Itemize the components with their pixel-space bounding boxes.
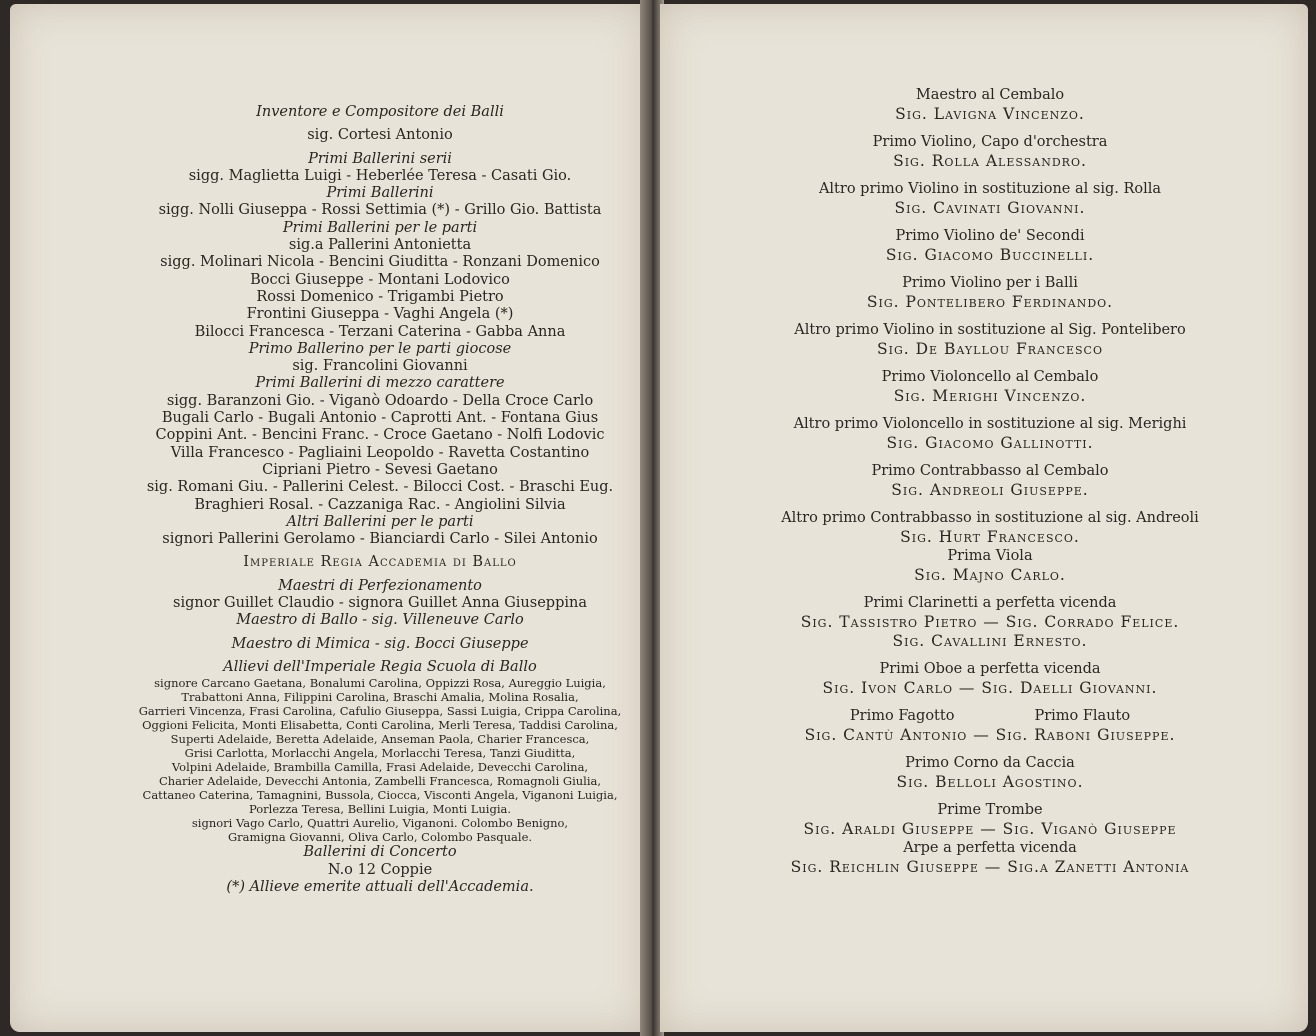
orchestra-entry bbox=[700, 660, 1280, 698]
musician-role: Primo Contrabbasso al Cembalo bbox=[871, 463, 1109, 479]
left-text-line: sig. Romani Giu. - Pallerini Celest. - Bilocci Cost. - Braschi Eug. bbox=[146, 479, 614, 496]
musician-name: Sig. Hurt Francesco. bbox=[900, 528, 1080, 546]
musician-role: Prima Viola bbox=[947, 548, 1033, 564]
left-page bbox=[10, 4, 644, 1032]
musician-name: Sig. Reichlin Giuseppe — Sig.a Zanetti Antonia bbox=[790, 858, 1190, 876]
musician-role: Primi Clarinetti a perfetta vicenda bbox=[863, 595, 1117, 611]
left-text-line: Oggioni Felicita, Monti Elisabetta, Conti Carolina, Merli Teresa, Taddisi Carolina, bbox=[142, 718, 618, 733]
musician-name: Sig. Merighi Vincenzo. bbox=[893, 387, 1087, 405]
musician-name: Sig. Ivon Carlo — Sig. Daelli Giovanni. bbox=[822, 679, 1158, 697]
orchestra-entry bbox=[700, 509, 1280, 585]
musician-role: Altro primo Violino in sostituzione al sig. Rolla bbox=[818, 181, 1162, 197]
musician-role: Primo Violino per i Balli bbox=[902, 275, 1078, 291]
musician-role: Primo Corno da Caccia bbox=[905, 755, 1075, 771]
left-text-line: Maestro di Ballo - sig. Villeneuve Carlo bbox=[236, 612, 524, 629]
musician-name: Sig. Cantù Antonio — Sig. Raboni Giuseppe. bbox=[804, 726, 1176, 744]
musician-role: Primi Oboe a perfetta vicenda bbox=[879, 661, 1101, 677]
left-text-line: Bugali Carlo - Bugali Antonio - Caprotti Ant. - Fontana Gius bbox=[161, 410, 599, 427]
left-text-line: Rossi Domenico - Trigambi Pietro bbox=[256, 288, 504, 305]
musician-name: Sig. Rolla Alessandro. bbox=[893, 152, 1087, 170]
left-text-line: Inventore e Compositore dei Balli bbox=[256, 104, 504, 120]
left-text-line: Primi Ballerini di mezzo carattere bbox=[255, 375, 505, 392]
musician-name: Sig. Lavigna Vincenzo. bbox=[895, 105, 1085, 123]
left-text-line: Porlezza Teresa, Bellini Luigia, Monti Luigia. bbox=[248, 802, 512, 817]
left-text-line: sigg. Molinari Nicola - Bencini Giuditta - Ronzani Domenico bbox=[160, 254, 600, 271]
left-text-line: Primo Ballerino per le parti giocose bbox=[248, 340, 512, 357]
musician-role: Primo Violino de' Secondi bbox=[895, 228, 1085, 244]
left-text-line: Primi Ballerini per le parti bbox=[282, 219, 478, 236]
left-text-line: Frontini Giuseppa - Vaghi Angela (*) bbox=[246, 306, 514, 323]
left-text-line: Imperiale Regia Accademia di Ballo bbox=[243, 554, 517, 571]
orchestra-entry bbox=[700, 227, 1280, 265]
left-text-line: Primi Ballerini serii bbox=[308, 150, 452, 167]
musician-name: Sig. Belloli Agostino. bbox=[896, 773, 1084, 791]
right-page bbox=[660, 4, 1308, 1032]
left-text-line: Bocci Giuseppe - Montani Lodovico bbox=[250, 271, 510, 288]
orchestra-entry bbox=[700, 274, 1280, 312]
orchestra-entry bbox=[700, 594, 1280, 651]
orchestra-entry bbox=[700, 801, 1280, 877]
left-text-line: Altri Ballerini per le parti bbox=[286, 513, 474, 530]
left-text-line: (*) Allieve emerite attuali dell'Accademia. bbox=[226, 878, 534, 895]
musician-name: Sig. Giacomo Buccinelli. bbox=[885, 246, 1095, 264]
left-text-line: Gramigna Giovanni, Oliva Carlo, Colombo Pasquale. bbox=[227, 830, 533, 845]
left-text-line: Allievi dell'Imperiale Regia Scuola di Ballo bbox=[223, 658, 537, 675]
musician-name: Sig. Majno Carlo. bbox=[914, 566, 1066, 584]
musician-role: Altro primo Contrabbasso in sostituzione al sig. Andreoli bbox=[781, 510, 1199, 526]
left-text-line: sig. Francolini Giovanni bbox=[292, 358, 468, 375]
left-text-line: signori Pallerini Gerolamo - Bianciardi Carlo - Silei Antonio bbox=[162, 531, 598, 548]
fagotto-role: Primo Fagotto bbox=[849, 708, 955, 724]
right-page-text bbox=[700, 86, 1280, 886]
left-page-text bbox=[120, 104, 640, 896]
left-text-line: Superti Adelaide, Beretta Adelaide, Anseman Paola, Charier Francesca, bbox=[170, 732, 590, 747]
orchestra-entry bbox=[700, 462, 1280, 500]
left-text-line: Charier Adelaide, Devecchi Antonia, Zambelli Francesca, Romagnoli Giulia, bbox=[158, 774, 602, 789]
left-text-line: Maestro di Mimica - sig. Bocci Giuseppe bbox=[231, 635, 529, 652]
musician-name: Sig. Tassistro Pietro — Sig. Corrado Felice. bbox=[800, 613, 1180, 631]
left-text-line: Coppini Ant. - Bencini Franc. - Croce Gaetano - Nolfi Lodovic bbox=[155, 427, 605, 444]
left-text-line: Grisi Carlotta, Morlacchi Angela, Morlacchi Teresa, Tanzi Giuditta, bbox=[184, 746, 576, 761]
fagotto-flauto-entry bbox=[700, 707, 1280, 745]
musician-role: Maestro al Cembalo bbox=[915, 87, 1065, 103]
left-text-line: sigg. Baranzoni Gio. - Viganò Odoardo - Della Croce Carlo bbox=[166, 392, 594, 409]
musician-role: Arpe a perfetta vicenda bbox=[903, 840, 1077, 856]
musician-role: Altro primo Violoncello in sostituzione al sig. Merighi bbox=[793, 416, 1187, 432]
orchestra-entry bbox=[700, 368, 1280, 406]
musician-name: Sig. Pontelibero Ferdinando. bbox=[866, 293, 1114, 311]
left-text-line: signor Guillet Claudio - signora Guillet Anna Giuseppina bbox=[173, 595, 587, 612]
orchestra-entry bbox=[700, 180, 1280, 218]
left-text-line: Primi Ballerini bbox=[326, 185, 434, 202]
flauto-role: Primo Flauto bbox=[1034, 708, 1131, 724]
left-text-line: sig.a Pallerini Antonietta bbox=[288, 237, 472, 254]
left-text-line: Bilocci Francesca - Terzani Caterina - Gabba Anna bbox=[194, 323, 566, 340]
left-text-line: Trabattoni Anna, Filippini Carolina, Braschi Amalia, Molina Rosalia, bbox=[181, 690, 579, 705]
left-text-line: sigg. Nolli Giuseppa - Rossi Settimia (*) - Grillo Gio. Battista bbox=[158, 202, 602, 219]
left-text-line: Braghieri Rosal. - Cazzaniga Rac. - Angiolini Silvia bbox=[194, 496, 566, 513]
musician-role: Prime Trombe bbox=[937, 802, 1043, 818]
left-text-line: signori Vago Carlo, Quattri Aurelio, Viganoni. Colombo Benigno, bbox=[191, 816, 569, 831]
musician-name: Sig. Cavinati Giovanni. bbox=[894, 199, 1086, 217]
left-text-line: Volpini Adelaide, Brambilla Camilla, Frasi Adelaide, Devecchi Carolina, bbox=[171, 760, 589, 775]
musician-name: Sig. Araldi Giuseppe — Sig. Viganò Giuseppe bbox=[803, 820, 1177, 838]
left-text-line: sigg. Maglietta Luigi - Heberlée Teresa - Casati Gio. bbox=[188, 167, 572, 184]
left-text-line: Cattaneo Caterina, Tamagnini, Bussola, Ciocca, Visconti Angela, Viganoni Luigia, bbox=[142, 788, 618, 803]
musician-name: Sig. Giacomo Gallinotti. bbox=[886, 434, 1094, 452]
musician-role: Altro primo Violino in sostituzione al Sig. Pontelibero bbox=[794, 322, 1186, 338]
orchestra-entry bbox=[700, 86, 1280, 124]
left-text-line: Maestri di Perfezionamento bbox=[278, 577, 482, 594]
left-text-line: Ballerini di Concerto bbox=[303, 844, 457, 861]
musician-name: Sig. Cavallini Ernesto. bbox=[892, 632, 1088, 650]
left-text-line: Cipriani Pietro - Sevesi Gaetano bbox=[262, 461, 498, 478]
musician-name: Sig. Andreoli Giuseppe. bbox=[891, 481, 1089, 499]
musician-role: Primo Violino, Capo d'orchestra bbox=[872, 134, 1108, 150]
left-text-line: Garrieri Vincenza, Frasi Carolina, Cafulio Giuseppa, Sassi Luigia, Crippa Carolina, bbox=[138, 704, 622, 719]
left-text-line: N.o 12 Coppie bbox=[327, 861, 433, 878]
orchestra-entry bbox=[700, 415, 1280, 453]
orchestra-entry bbox=[700, 321, 1280, 359]
musician-role: Primo Violoncello al Cembalo bbox=[881, 369, 1099, 385]
orchestra-entry bbox=[700, 133, 1280, 171]
left-text-line: sig. Cortesi Antonio bbox=[307, 127, 453, 144]
left-text-line: Villa Francesco - Pagliaini Leopoldo - Ravetta Costantino bbox=[170, 444, 590, 461]
left-text-line: signore Carcano Gaetana, Bonalumi Carolina, Oppizzi Rosa, Aureggio Luigia, bbox=[154, 676, 606, 691]
musician-name: Sig. De Bayllou Francesco bbox=[877, 340, 1103, 358]
orchestra-entry bbox=[700, 754, 1280, 792]
